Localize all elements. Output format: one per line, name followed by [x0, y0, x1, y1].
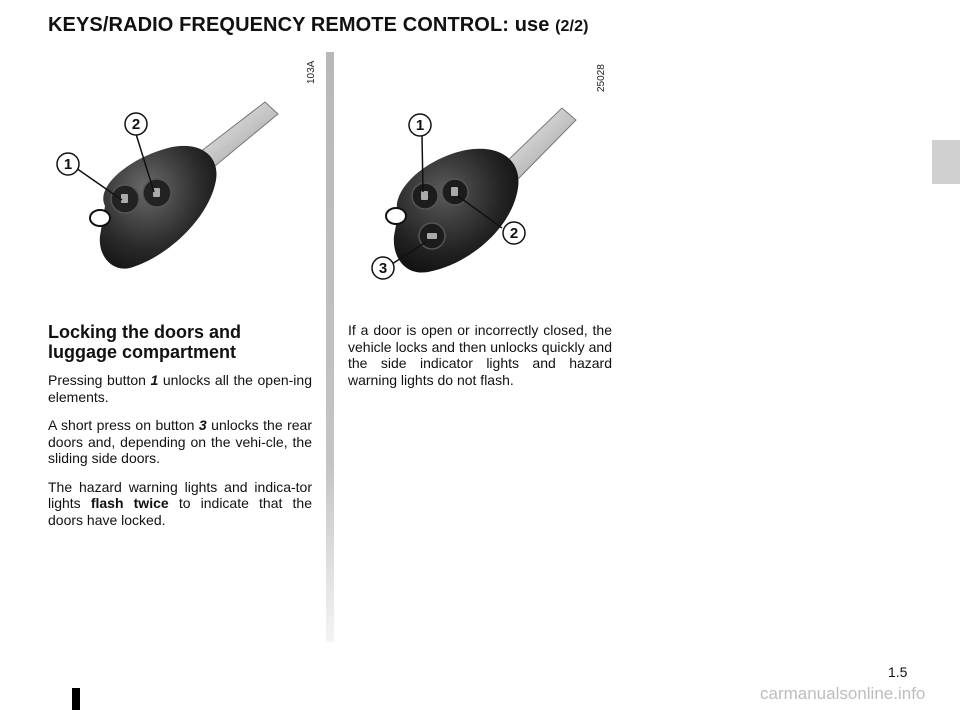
left-text-column — [48, 322, 312, 540]
callout-3: 3 — [378, 260, 388, 277]
right-text-column — [348, 322, 612, 400]
paragraph-button-3: A short press on button 3 unlocks the rear doors and, depending on the vehi-cle, the sliding side doors. — [48, 417, 312, 466]
callout-2: 2 — [131, 116, 141, 133]
section-tab — [932, 140, 960, 184]
callout-2: 2 — [509, 225, 519, 242]
page-subtitle: (2/2) — [555, 18, 589, 35]
callout-1: 1 — [63, 156, 73, 173]
three-button-key-illustration — [362, 96, 602, 296]
watermark: carmanualsonline.info — [760, 684, 926, 703]
paragraph-flash-twice: The hazard warning lights and indica-tor lights flash twice to indicate that the doors have locked. — [48, 478, 312, 528]
paragraph-button-1: Pressing button 1 unlocks all the open-ing elements. — [48, 372, 312, 405]
two-button-key-illustration — [50, 96, 290, 286]
page-number: 1.5 — [888, 664, 908, 680]
column-divider — [326, 52, 334, 642]
figure-code-left: 103A — [306, 60, 317, 84]
section-heading: Locking the doors and luggage compartment — [48, 322, 242, 362]
paragraph-door-open: If a door is open or incorrectly closed, the vehicle locks and then unlocks quickly and the side indicator lights and hazard warning lights do not flash. — [348, 322, 612, 388]
page-marker — [72, 688, 80, 710]
callout-1: 1 — [415, 117, 425, 134]
figure-code-right: 25028 — [596, 64, 607, 92]
page-title: KEYS/RADIO FREQUENCY REMOTE CONTROL: use (2/2) — [48, 14, 589, 36]
